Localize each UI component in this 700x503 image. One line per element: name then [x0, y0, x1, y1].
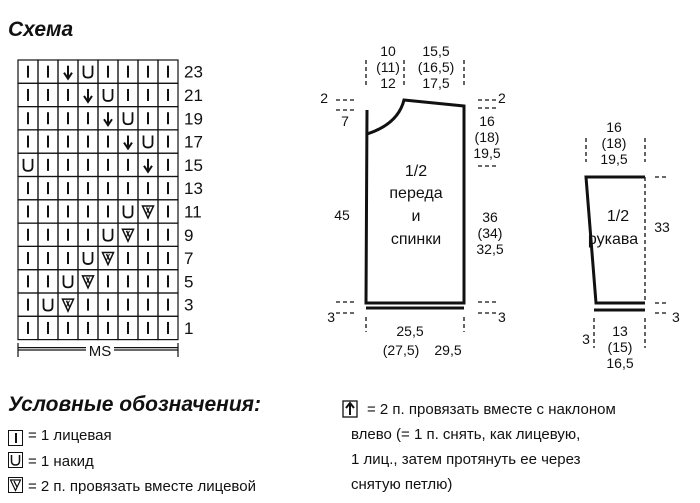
k2tog-stitch: [83, 276, 94, 288]
chart-row-number: 1: [184, 318, 194, 338]
svg-text:16: 16: [479, 113, 495, 129]
legend-ssk-line4: снятую петлю): [351, 476, 453, 493]
chart-row-number: 9: [184, 225, 194, 245]
svg-text:спинки: спинки: [390, 231, 442, 248]
yarn-over-stitch: [84, 252, 93, 264]
chart-row-number: 11: [184, 202, 202, 222]
chart-row-number: 7: [184, 249, 194, 269]
legend-ssk-line2: влево (= 1 п. снять, как лицевую,: [351, 426, 581, 443]
k2tog-stitch: [143, 206, 154, 218]
chart-row-number: 13: [184, 179, 203, 199]
chart-row-numbers: [184, 63, 203, 338]
svg-text:29,5: 29,5: [434, 342, 462, 358]
svg-text:рукава: рукава: [587, 231, 639, 248]
svg-text:3: 3: [327, 309, 335, 325]
svg-text:1/2: 1/2: [404, 163, 428, 180]
svg-text:13: 13: [612, 323, 628, 339]
svg-text:17,5: 17,5: [422, 75, 450, 91]
yarn-over-stitch: [124, 112, 133, 124]
chart-cell: [38, 293, 58, 316]
svg-text:1/2: 1/2: [606, 208, 630, 225]
decrease-right-stitch: [104, 112, 112, 125]
svg-text:и: и: [411, 208, 421, 225]
k2tog-icon: [8, 477, 23, 493]
legend-knit: = 1 лицевая: [8, 427, 112, 446]
yarn-over-stitch: [24, 159, 33, 171]
legend-ssk-line3: 1 лиц., затем протянуть ее через: [351, 451, 581, 468]
svg-text:3: 3: [498, 309, 506, 325]
svg-text:19,5: 19,5: [600, 151, 628, 167]
legend-k2tog: = 2 п. провязать вместе лицевой: [8, 477, 256, 495]
svg-text:(15): (15): [607, 339, 633, 355]
decrease-right-stitch: [124, 136, 132, 149]
svg-text:(27,5): (27,5): [382, 342, 420, 358]
decrease-right-stitch: [84, 89, 92, 102]
scheme-title: Схема: [8, 18, 74, 41]
svg-text:2: 2: [498, 90, 506, 106]
chart-cell: [78, 60, 98, 83]
chart-cell: [98, 83, 118, 106]
chart-cell: [138, 130, 158, 153]
chart-row-number: 15: [184, 155, 203, 175]
svg-text:19,5: 19,5: [473, 145, 501, 161]
svg-text:(18): (18): [601, 135, 627, 151]
front-back-diagram: [320, 43, 506, 358]
svg-text:33: 33: [654, 219, 670, 235]
chart-cell: [58, 270, 78, 293]
svg-text:3: 3: [672, 309, 680, 325]
yarn-over-icon: [8, 452, 23, 468]
chart-row-number: 17: [184, 132, 203, 152]
svg-text:10: 10: [380, 43, 396, 59]
yarn-over-stitch: [44, 299, 53, 311]
yarn-over-stitch: [104, 229, 113, 241]
yarn-over-stitch: [84, 66, 93, 78]
chart-cell: [118, 107, 138, 130]
chart-row-number: 19: [184, 109, 203, 129]
svg-text:(34): (34): [477, 225, 503, 241]
ms-label: MS: [88, 343, 112, 360]
knit-icon: [8, 430, 23, 446]
svg-text:32,5: 32,5: [476, 241, 504, 257]
svg-text:36: 36: [482, 209, 498, 225]
svg-text:(18): (18): [474, 129, 500, 145]
legend-yarn-over: = 1 накид: [8, 452, 94, 470]
chart-cell: [18, 153, 38, 176]
chart-row-number: 5: [184, 272, 194, 292]
svg-text:переда: переда: [389, 185, 443, 202]
yarn-over-stitch: [64, 275, 73, 287]
svg-text:2: 2: [320, 90, 328, 106]
chart-cell: [78, 246, 98, 269]
k2tog-stitch: [103, 253, 114, 265]
svg-text:25,5: 25,5: [396, 323, 424, 339]
chart-grid: [18, 60, 178, 348]
ssk-legend-icon: [343, 401, 357, 417]
decrease-right-stitch: [144, 159, 152, 172]
chart-cell: [118, 200, 138, 223]
svg-text:(11): (11): [376, 59, 400, 75]
svg-text:3: 3: [582, 331, 590, 347]
legend-title: Условные обозначения:: [8, 393, 262, 416]
legend-ssk-line1: = 2 п. провязать вместе с наклоном: [367, 401, 616, 418]
svg-text:(16,5): (16,5): [417, 59, 455, 75]
chart-cell: [98, 223, 118, 246]
svg-text:45: 45: [334, 207, 350, 223]
k2tog-stitch: [63, 299, 74, 311]
svg-text:7: 7: [341, 113, 349, 129]
yarn-over-stitch: [144, 136, 153, 148]
chart-row-number: 21: [184, 85, 203, 105]
svg-text:16,5: 16,5: [606, 355, 634, 371]
yarn-over-stitch: [104, 89, 113, 101]
k2tog-stitch: [123, 229, 134, 241]
svg-text:15,5: 15,5: [422, 43, 450, 59]
chart-row-number: 23: [184, 62, 203, 82]
svg-text:12: 12: [380, 75, 396, 91]
sleeve-diagram: [582, 119, 680, 371]
chart-row-number: 3: [184, 295, 194, 315]
svg-text:16: 16: [606, 119, 622, 135]
yarn-over-stitch: [124, 205, 133, 217]
decrease-right-stitch: [64, 66, 72, 79]
